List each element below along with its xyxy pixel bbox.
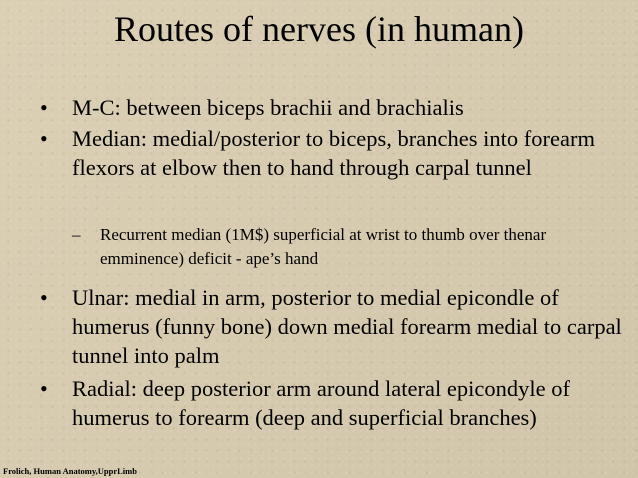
bullet-text: Ulnar: medial in arm, posterior to medial epicondle of humerus (funny bone) down medial forearm medial to carpal tunnel into palm (72, 285, 622, 368)
slide-title: Routes of nerves (in human) (114, 9, 524, 49)
slide-footer: Frolich, Human Anatomy,UpprLimb (3, 466, 137, 476)
sub-bullet-text: Recurrent median (1M$) superficial at wrist to thumb over thenar emminence) deficit - ape’s hand (100, 225, 547, 268)
bullet-marker: • (40, 126, 48, 151)
bullet-marker: • (40, 285, 48, 310)
bullet-text: Median: medial/posterior to biceps, branches into forearm flexors at elbow then to hand through carpal tunnel (72, 126, 595, 180)
bullet-marker: • (40, 95, 48, 120)
bullet-marker: • (40, 376, 48, 401)
sub-bullet-marker: – (72, 225, 81, 244)
bullet-text: Radial: deep posterior arm around lateral epicondyle of humerus to forearm (deep and superficial branches) (72, 376, 570, 430)
bullet-text: M-C: between biceps brachii and brachialis (72, 95, 464, 120)
